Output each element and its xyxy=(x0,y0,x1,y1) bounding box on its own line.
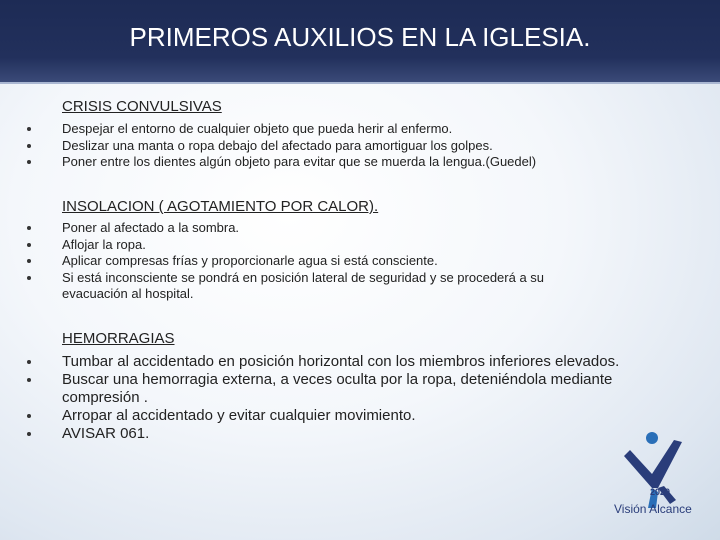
bullet-icon xyxy=(27,414,31,418)
title-bar xyxy=(0,0,720,84)
list-item: Despejar el entorno de cualquier objeto que pueda herir al enfermo. xyxy=(0,121,720,138)
bullet-icon xyxy=(27,127,31,131)
list-item: Poner entre los dientes algún objeto para evitar que se muerda la lengua.(Guedel) xyxy=(0,154,720,171)
section-heading: INSOLACION ( AGOTAMIENTO POR CALOR). xyxy=(62,198,379,215)
bullet-icon xyxy=(27,160,31,164)
bullet-icon xyxy=(27,259,31,263)
list-item: Poner al afectado a la sombra. xyxy=(0,220,720,237)
section-heading: CRISIS CONVULSIVAS xyxy=(62,98,222,115)
bullet-icon xyxy=(27,144,31,148)
bullet-icon xyxy=(27,243,31,247)
item-list xyxy=(0,220,720,303)
section-heading: HEMORRAGIAS xyxy=(62,330,175,347)
list-item: AVISAR 061. xyxy=(0,425,720,443)
page-title: PRIMEROS AUXILIOS EN LA IGLESIA. xyxy=(129,22,591,52)
bullet-icon xyxy=(27,276,31,280)
list-item: Buscar una hemorragia externa, a veces oculta por la ropa, deteniéndola mediante compresión . xyxy=(0,371,720,407)
bullet-icon xyxy=(27,226,31,230)
bullet-icon xyxy=(27,432,31,436)
logo-year: 2020 xyxy=(650,487,671,497)
item-list xyxy=(0,121,720,171)
bullet-icon xyxy=(27,360,31,364)
list-item: Aflojar la ropa. xyxy=(0,237,720,254)
bullet-icon xyxy=(27,378,31,382)
logo-name: Visión Alcance xyxy=(614,502,692,516)
list-item: Si está inconsciente se pondrá en posición lateral de seguridad y se procederá a su evacuación al hospital. xyxy=(0,270,720,303)
list-item: Arropar al accidentado y evitar cualquier movimiento. xyxy=(0,407,720,425)
list-item: Tumbar al accidentado en posición horizontal con los miembros inferiores elevados. xyxy=(0,353,720,371)
list-item: Deslizar una manta o ropa debajo del afectado para amortiguar los golpes. xyxy=(0,138,720,155)
list-item: Aplicar compresas frías y proporcionarle agua si está consciente. xyxy=(0,253,720,270)
